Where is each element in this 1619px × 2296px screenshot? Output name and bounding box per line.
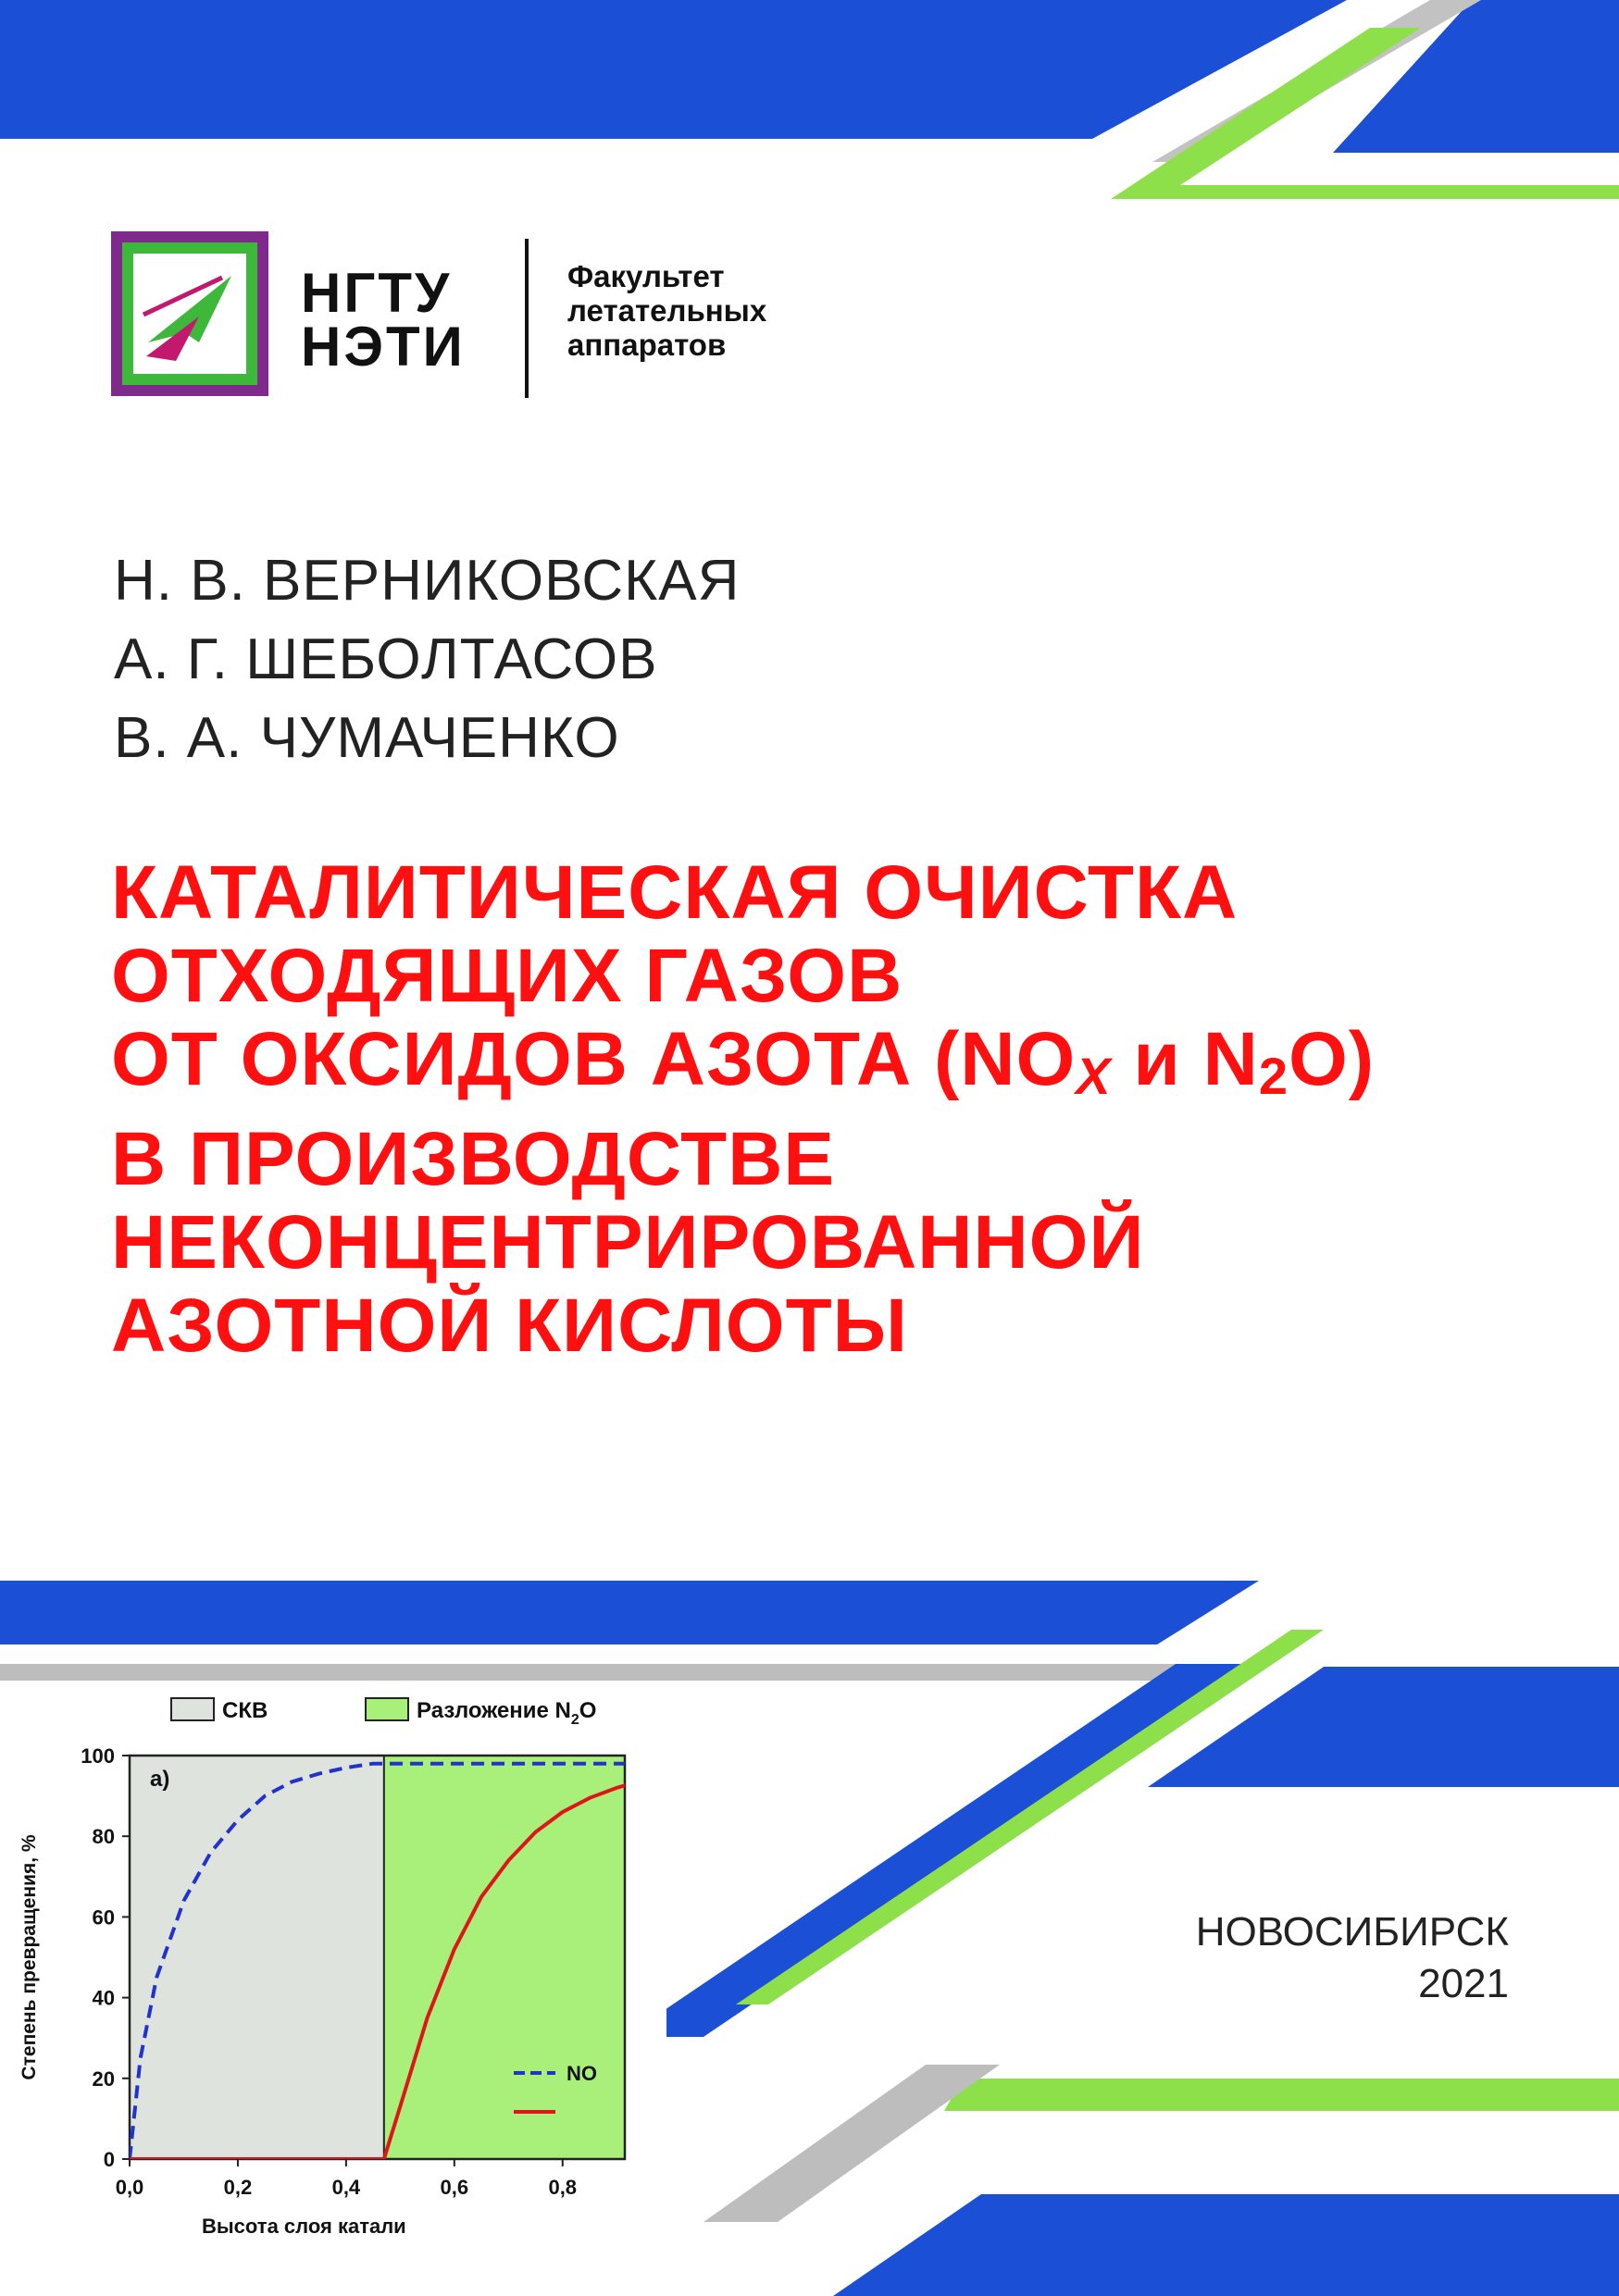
authors-list [114, 541, 740, 777]
y-axis-label: Степень превращения, % [19, 1834, 40, 2080]
title-line-4: В ПРОИЗВОДСТВЕ [111, 1117, 836, 1201]
logo-mark-icon [111, 231, 268, 396]
university-name-line1: НГТУ [301, 262, 453, 324]
university-logo [111, 231, 815, 407]
bottom-gray-diagonal [704, 2065, 1000, 2222]
y-tick-label: 20 [92, 2066, 115, 2091]
city-name: НОВОСИБИРСК [1195, 1909, 1509, 1955]
panel-label: а) [150, 1767, 170, 1792]
author-3: В. А. ЧУМАЧЕНКО [114, 706, 620, 770]
university-name-line2: НЭТИ [301, 316, 466, 378]
x-tick-label: 0,4 [331, 2176, 361, 2199]
legend-label-no: NO [567, 2062, 597, 2085]
author-2: А. Г. ШЕБОЛТАСОВ [114, 627, 658, 691]
title-line-5: НЕКОНЦЕНТРИРОВАННОЙ [111, 1200, 1145, 1285]
title-line-6: АЗОТНОЙ КИСЛОТЫ [111, 1284, 908, 1368]
x-tick-label: 0,6 [440, 2176, 469, 2199]
y-tick-label: 40 [92, 1986, 115, 2010]
conversion-chart [0, 1657, 666, 2296]
publication-year: 2021 [1418, 1961, 1509, 2006]
x-axis-label: Высота слоя катали [202, 2215, 406, 2238]
y-tick-label: 0 [103, 2148, 115, 2171]
legend-label-n2o: Разложение $N_2O$ [417, 1698, 597, 1728]
title-line-3: ОТ ОКСИДОВ АЗОТА ($NO_X$ и $N_2O$) [111, 1017, 1376, 1105]
faculty-line3: аппаратов [567, 328, 727, 362]
top-blue-right [1333, 0, 1619, 153]
faculty-line1: Факультет [567, 259, 725, 293]
bottom-blue-corner [833, 2194, 1619, 2296]
author-1: Н. В. ВЕРНИКОВСКАЯ [114, 549, 741, 613]
top-blue-band [0, 0, 1347, 139]
faculty-line2: летательных [567, 293, 767, 328]
title-line-2: ОТХОДЯЩИХ ГАЗОВ [111, 934, 903, 1018]
bottom-blue-band [0, 1581, 1259, 1644]
x-tick-label: 0,0 [115, 2176, 144, 2199]
y-tick-label: 100 [81, 1744, 115, 1768]
title-line-1: КАТАЛИТИЧЕСКАЯ ОЧИСТКА [111, 850, 1239, 935]
bottom-green-bar [944, 2079, 1619, 2111]
faculty-name [567, 259, 766, 362]
x-tick-label: 0,8 [548, 2176, 578, 2199]
y-tick-label: 60 [92, 1905, 115, 1930]
legend-swatch-skv [171, 1698, 214, 1720]
publication-place [1157, 1906, 1509, 2010]
region-skv [130, 1756, 384, 2159]
top-decoration [0, 0, 1619, 213]
x-tick-label: 0,2 [223, 2176, 253, 2199]
y-tick-label: 80 [92, 1825, 115, 1849]
logo-divider [525, 239, 529, 398]
legend-label-skv: СКВ [222, 1698, 268, 1723]
book-title [111, 851, 1375, 1368]
legend-swatch-n2o [366, 1698, 408, 1720]
region-n2o [384, 1756, 625, 2159]
university-name [301, 262, 466, 378]
